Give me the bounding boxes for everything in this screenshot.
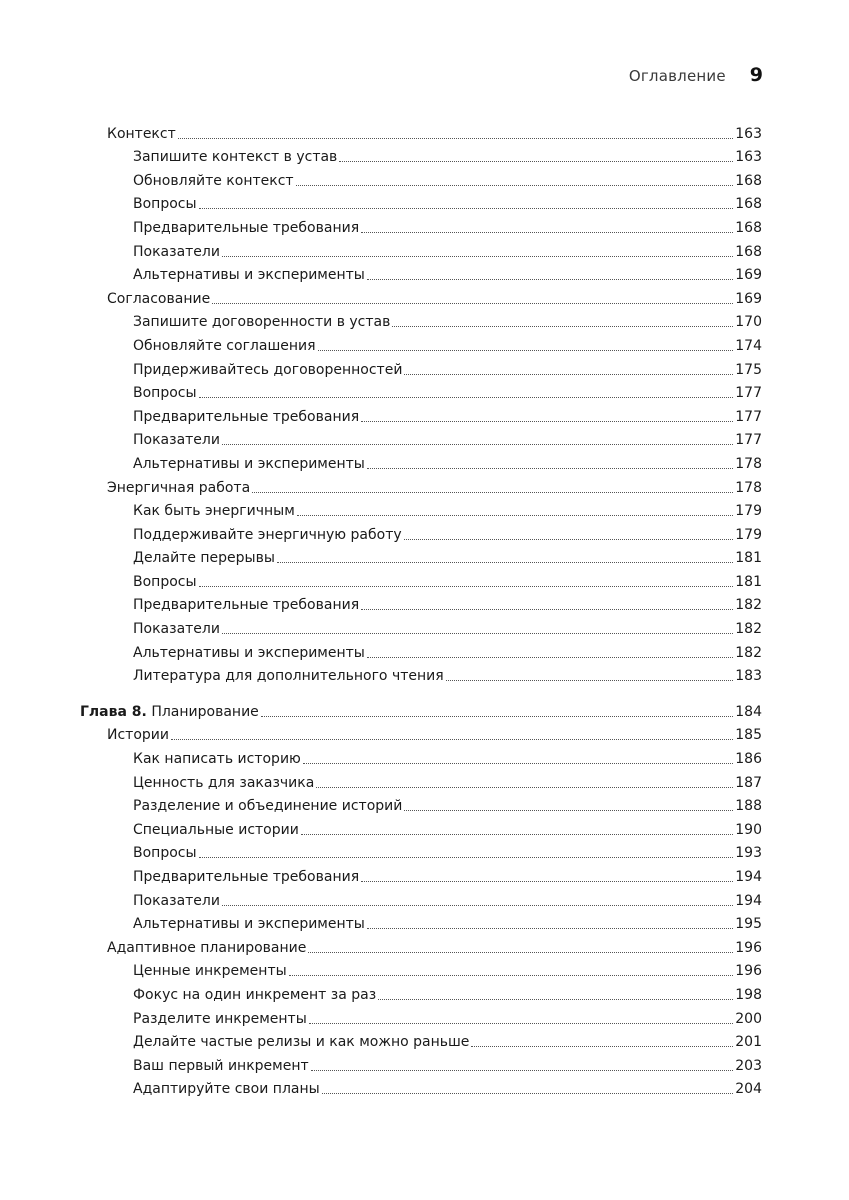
toc-entry <box>80 957 762 981</box>
dot-leader <box>367 279 733 280</box>
toc-entry-page: 186 <box>735 751 762 768</box>
toc-entry-page: 198 <box>735 986 762 1003</box>
dot-leader <box>308 952 733 953</box>
dot-leader <box>296 185 734 186</box>
running-header-title: Оглавление <box>628 67 726 85</box>
toc-entry-page: 177 <box>735 432 762 449</box>
toc-entry-title: Предварительные требования <box>133 869 360 885</box>
toc-entry-title: Литература для дополнительного чтения <box>133 668 444 685</box>
toc-entry <box>80 567 762 591</box>
toc-entry-title: Разделите инкременты <box>133 1010 307 1027</box>
dot-leader <box>289 975 734 976</box>
toc-entry <box>80 638 762 662</box>
dot-leader <box>316 787 733 788</box>
toc-entry-title: Показатели <box>133 432 220 449</box>
toc-entry <box>80 331 762 355</box>
dot-leader <box>361 609 733 610</box>
toc-entry-page: 203 <box>735 1057 762 1074</box>
dot-leader <box>199 208 734 209</box>
toc-entry <box>80 910 762 934</box>
toc-entry-page: 178 <box>735 455 762 472</box>
toc-entry-title: Делайте частые релизы и как можно раньше <box>133 1034 470 1051</box>
toc-entry <box>80 768 762 792</box>
toc-entry <box>80 662 762 686</box>
dot-leader <box>222 256 733 257</box>
dot-leader <box>322 1093 734 1094</box>
toc-entry <box>80 839 762 863</box>
toc-entry <box>80 166 762 190</box>
toc-entry-page: 168 <box>735 243 762 260</box>
toc-entry-page: 182 <box>735 621 762 638</box>
page-number: 9 <box>749 64 763 86</box>
toc-entry-title: Адаптивное планирование <box>107 939 307 956</box>
toc-entry <box>80 355 762 379</box>
dot-leader <box>361 232 733 233</box>
toc-entry-page: 194 <box>735 869 762 885</box>
toc-entry-title <box>80 703 259 721</box>
toc-entry-page: 169 <box>735 267 762 284</box>
toc-entry-title: Обновляйте контекст <box>133 172 294 189</box>
toc-entry-page: 182 <box>735 644 762 661</box>
toc-entry <box>80 449 762 473</box>
dot-leader <box>367 657 733 658</box>
dot-leader <box>297 515 733 516</box>
toc-entry <box>80 473 762 497</box>
toc-entry-title: Показатели <box>133 243 220 260</box>
dot-leader <box>361 881 733 882</box>
toc-entry-title: Как быть энергичным <box>133 503 295 520</box>
toc-entry-page: 195 <box>735 916 762 933</box>
dot-leader <box>367 928 733 929</box>
toc-chapter-entry <box>80 697 762 721</box>
dot-leader <box>222 444 733 445</box>
toc-entry <box>80 119 762 143</box>
toc-entry-page: 179 <box>735 526 762 543</box>
toc-entry-title: Альтернативы и эксперименты <box>133 916 365 933</box>
toc-entry-page: 163 <box>735 125 762 142</box>
toc-entry <box>80 1004 762 1028</box>
toc-entry <box>80 1075 762 1099</box>
toc-entry-title: Показатели <box>133 892 220 909</box>
toc-entry <box>80 190 762 214</box>
toc-entry-page: 177 <box>735 408 762 425</box>
toc-entry <box>80 497 762 521</box>
toc-entry-title: Делайте перерывы <box>133 550 275 567</box>
toc-entry-page: 163 <box>735 149 762 166</box>
toc-entry <box>80 284 762 308</box>
toc-entry-page: 196 <box>735 939 762 956</box>
toc-entry <box>80 591 762 615</box>
toc-entry-page: 179 <box>735 503 762 520</box>
dot-leader <box>367 468 733 469</box>
toc-entry-page: 181 <box>735 573 762 590</box>
toc-entry-page: 188 <box>735 798 762 815</box>
dot-leader <box>471 1046 733 1047</box>
toc-entry-page: 178 <box>735 479 762 496</box>
dot-leader <box>252 492 733 493</box>
toc-entry-title: Адаптируйте свои планы <box>133 1081 320 1098</box>
toc-entry-title: Контекст <box>107 125 176 142</box>
dot-leader <box>339 161 733 162</box>
toc-entry-title: Альтернативы и эксперименты <box>133 455 365 472</box>
toc-entry-page: 200 <box>735 1010 762 1027</box>
toc-entry-page: 190 <box>735 821 762 838</box>
toc-entry <box>80 261 762 285</box>
toc-entry-title: Показатели <box>133 621 220 638</box>
dot-leader <box>277 562 733 563</box>
toc-entry-title: Запишите договоренности в устав <box>133 314 391 331</box>
toc-entry <box>80 980 762 1004</box>
dot-leader <box>404 539 734 540</box>
toc-entry-title: Альтернативы и эксперименты <box>133 267 365 284</box>
dot-leader <box>446 680 734 681</box>
toc-entry-title: Предварительные требования <box>133 219 360 236</box>
toc-entry <box>80 862 762 886</box>
toc-entry-title: Альтернативы и эксперименты <box>133 644 365 661</box>
dot-leader <box>361 421 733 422</box>
toc-entry <box>80 792 762 816</box>
toc-entry-title: Обновляйте соглашения <box>133 337 316 354</box>
toc-entry-title: Вопросы <box>133 573 197 590</box>
dot-leader <box>404 810 733 811</box>
dot-leader <box>392 326 733 327</box>
page-header <box>629 64 763 86</box>
toc-entry <box>80 520 762 544</box>
toc-entry-page: 201 <box>735 1034 762 1051</box>
toc-entry-title: Ценность для заказчика <box>133 774 315 791</box>
dot-leader <box>171 739 733 740</box>
toc-entry-page: 182 <box>735 597 762 614</box>
dot-leader <box>178 138 734 139</box>
toc-entry <box>80 744 762 768</box>
toc-entry-page: 204 <box>735 1081 762 1098</box>
toc-entry-page: 194 <box>735 892 762 909</box>
toc-entry-page: 168 <box>735 172 762 189</box>
toc-entry-page: 183 <box>735 668 762 685</box>
toc-entry-page: 185 <box>735 727 762 744</box>
toc-entry-title: Специальные истории <box>133 821 299 838</box>
toc-entry-page: 181 <box>735 550 762 567</box>
toc-entry-title: Разделение и объединение историй <box>133 798 403 815</box>
toc-entry-title: Вопросы <box>133 385 197 402</box>
toc-entry <box>80 143 762 167</box>
toc-entry <box>80 402 762 426</box>
toc-entry-title: Фокус на один инкремент за раз <box>133 986 377 1003</box>
dot-leader <box>261 716 733 717</box>
toc-entry-page: 193 <box>735 845 762 862</box>
table-of-contents <box>80 119 762 1098</box>
chapter-title: Планирование <box>151 703 259 720</box>
dot-leader <box>311 1070 734 1071</box>
toc-entry-title: Энергичная работа <box>107 479 251 496</box>
dot-leader <box>404 374 733 375</box>
toc-entry-title: Согласование <box>107 290 211 307</box>
toc-entry-title: Предварительные требования <box>133 408 360 425</box>
chapter-number: Глава 8. <box>80 703 147 720</box>
dot-leader <box>303 763 733 764</box>
toc-entry <box>80 933 762 957</box>
toc-entry-page: 187 <box>735 774 762 791</box>
toc-entry-page: 184 <box>735 703 762 720</box>
toc-entry <box>80 721 762 745</box>
toc-entry-title: Ценные инкременты <box>133 963 287 980</box>
toc-entry <box>80 213 762 237</box>
toc-entry <box>80 614 762 638</box>
toc-entry <box>80 1051 762 1075</box>
toc-entry <box>80 426 762 450</box>
toc-entry-title: Предварительные требования <box>133 597 360 614</box>
toc-entry <box>80 544 762 568</box>
toc-entry <box>80 1028 762 1052</box>
dot-leader <box>301 834 733 835</box>
toc-entry-title: Как написать историю <box>133 751 301 768</box>
dot-leader <box>309 1023 733 1024</box>
toc-entry <box>80 308 762 332</box>
toc-entry-title: Вопросы <box>133 196 197 213</box>
toc-entry-page: 196 <box>735 963 762 980</box>
dot-leader <box>199 586 734 587</box>
toc-entry-page: 175 <box>735 361 762 378</box>
toc-entry-title: Поддерживайте энергичную работу <box>133 526 402 543</box>
toc-entry <box>80 237 762 261</box>
toc-entry-title: Ваш первый инкремент <box>133 1057 309 1074</box>
toc-entry-page: 168 <box>735 196 762 213</box>
dot-leader <box>199 857 734 858</box>
toc-entry-title: Запишите контекст в устав <box>133 149 338 166</box>
toc-entry-page: 168 <box>735 219 762 236</box>
toc-entry-page: 174 <box>735 337 762 354</box>
dot-leader <box>222 633 733 634</box>
toc-entry-title: Истории <box>107 727 169 744</box>
toc-entry <box>80 815 762 839</box>
toc-entry-page: 169 <box>735 290 762 307</box>
dot-leader <box>222 905 733 906</box>
toc-entry <box>80 886 762 910</box>
toc-entry-title: Вопросы <box>133 845 197 862</box>
toc-entry-title: Придерживайтесь договоренностей <box>133 361 403 378</box>
toc-entry-page: 170 <box>735 314 762 331</box>
toc-entry-page: 177 <box>735 385 762 402</box>
dot-leader <box>199 397 734 398</box>
toc-entry <box>80 379 762 403</box>
dot-leader <box>212 303 733 304</box>
dot-leader <box>378 999 733 1000</box>
dot-leader <box>318 350 734 351</box>
